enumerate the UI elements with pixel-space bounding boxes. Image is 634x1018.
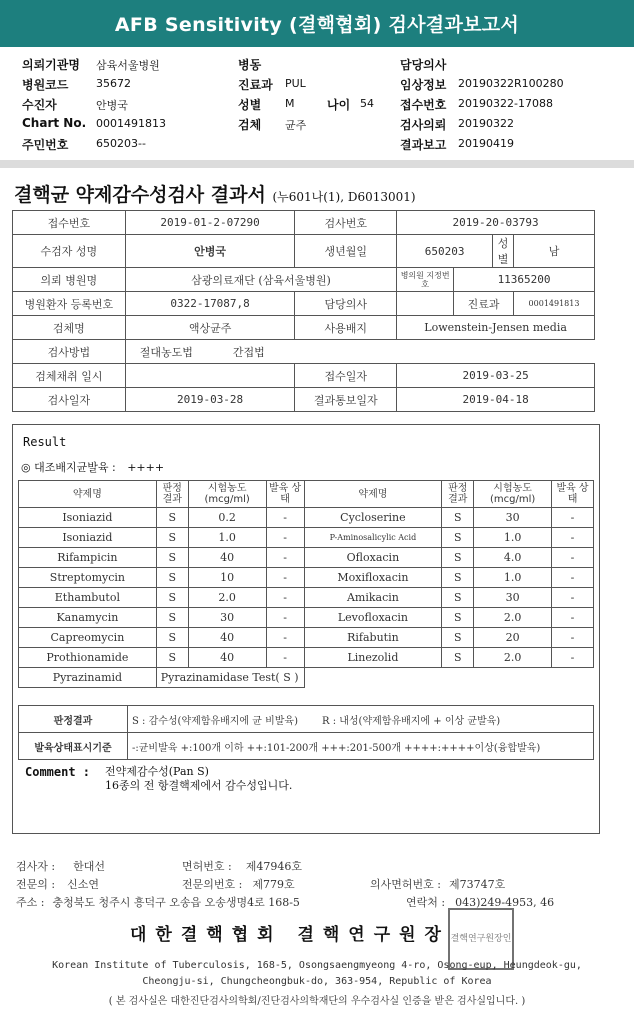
drug-growth: - (552, 528, 594, 548)
drug-concentration: 40 (188, 628, 266, 648)
drug-growth: - (266, 568, 304, 588)
collect-value (125, 364, 295, 388)
drug-growth: - (552, 628, 594, 648)
name-value: 안병국 (125, 235, 295, 268)
drug-result: S (442, 568, 474, 588)
drug-result: S (156, 628, 188, 648)
result-title: Result (23, 435, 67, 449)
notified-label: 결과통보일자 (295, 388, 397, 412)
drug-name: Rifabutin (304, 628, 442, 648)
drug-growth: - (266, 528, 304, 548)
method-indirect: 간접법 (232, 345, 265, 359)
dept-doc-label: 진료과 (454, 292, 514, 316)
drug-name: Isoniazid (19, 508, 157, 528)
doctor-label: 담당의사 (400, 58, 447, 72)
license3-row (370, 876, 505, 892)
drug-concentration: 4.0 (474, 548, 552, 568)
attending-label: 담당의사 (295, 292, 397, 316)
dept-doc-value: 0001491813 (514, 292, 595, 316)
drug-result: S (442, 588, 474, 608)
judge-legend-r: R : 내성(약제함유배지에 + 이상 균발육) (321, 715, 501, 727)
drug-name: Capreomycin (19, 628, 157, 648)
ward-label: 병동 (238, 58, 262, 72)
report-header (0, 52, 634, 152)
accession-label: 접수번호 (400, 98, 447, 112)
institute-name: 대한결핵협회 결핵연구원장 (130, 925, 450, 945)
license3-value: 제73747호 (448, 878, 506, 891)
institution-value: 삼육서울병원 (96, 59, 160, 72)
drug-concentration: 30 (474, 588, 552, 608)
drug-result: S (156, 568, 188, 588)
sex-value: M (285, 97, 295, 110)
collect-label: 검체채취 일시 (13, 364, 126, 388)
drug-concentration: 2.0 (188, 588, 266, 608)
pza-test-value: Pyrazinamidase Test( S ) (156, 668, 304, 688)
drug-growth: - (266, 548, 304, 568)
drug-result: S (442, 648, 474, 668)
accession-value: 20190322-17088 (458, 97, 553, 110)
control-value: ++++ (127, 461, 165, 474)
drug-name: P-Aminosalicylic Acid (304, 528, 442, 548)
sex-label: 성별 (238, 98, 262, 112)
document-title-code: (누601나(1), D6013001) (272, 190, 416, 204)
drug-concentration: 40 (188, 648, 266, 668)
received-label: 접수일자 (295, 364, 397, 388)
drug-name: Streptomycin (19, 568, 157, 588)
col-drug: 약제명 (19, 481, 157, 508)
drug-concentration: 10 (188, 568, 266, 588)
table-row (19, 508, 594, 528)
drug-result: S (442, 528, 474, 548)
drug-result: S (156, 588, 188, 608)
designated-value: 11365200 (454, 268, 595, 292)
section-divider (0, 160, 634, 168)
drug-name: Linezolid (304, 648, 442, 668)
hospital-code-value: 35672 (96, 77, 131, 90)
drug-name: Kanamycin (19, 608, 157, 628)
received-value: 2019-03-25 (397, 364, 595, 388)
hospital-label: 의뢰 병원명 (13, 268, 126, 292)
patient-info-table (12, 210, 595, 412)
chart-value: 0001491813 (96, 117, 166, 130)
drug-name: Rifampicin (19, 548, 157, 568)
table-row (19, 528, 594, 548)
drug-concentration: 40 (188, 548, 266, 568)
drug-concentration: 1.0 (474, 528, 552, 548)
drug-result: S (156, 528, 188, 548)
license1-label: 면허번호 : (182, 860, 232, 873)
col-drug: 약제명 (304, 481, 442, 508)
document-title (14, 180, 416, 207)
contact-label: 연락처 : (406, 896, 446, 909)
drug-result: S (156, 648, 188, 668)
resident-value: 650203-- (96, 137, 146, 150)
specimen-doc-label: 검체명 (13, 316, 126, 340)
drug-concentration: 1.0 (188, 528, 266, 548)
dept-label: 진료과 (238, 78, 273, 92)
receipt-no-value: 2019-01-2-07290 (125, 211, 295, 235)
table-row (19, 648, 594, 668)
patient-label: 수진자 (22, 98, 57, 112)
test-no-value: 2019-20-03793 (397, 211, 595, 235)
growth-legend-label: 발육상태표시기준 (19, 733, 128, 760)
receipt-no-label: 접수번호 (13, 211, 126, 235)
drug-concentration: 30 (474, 508, 552, 528)
drug-growth: - (552, 508, 594, 528)
drug-result: S (442, 508, 474, 528)
address-value: 충청북도 청주시 흥덕구 오송읍 오송생명4로 168-5 (52, 896, 300, 909)
license2-row (182, 876, 295, 892)
sex-doc-label: 성별 (493, 235, 514, 268)
table-row (19, 628, 594, 648)
birth-label: 생년월일 (295, 235, 397, 268)
english-address-1: Korean Institute of Tuberculosis, 168-5, Osongsaengmyeong 4-ro, Osong-eup, Heungdeok-gu, (52, 960, 582, 971)
name-label: 수검자 성명 (13, 235, 126, 268)
license3-label: 의사면허번호 : (370, 878, 441, 891)
drug-growth: - (266, 628, 304, 648)
drug-concentration: 20 (474, 628, 552, 648)
tester-value: 한대선 (73, 860, 105, 873)
specimen-label: 검체 (238, 118, 262, 132)
report-date-value: 20190419 (458, 137, 514, 150)
control-label: ◎ 대조배지균발육 : (21, 461, 116, 474)
official-seal: 결핵연구원장인 (448, 908, 514, 970)
drug-concentration: 0.2 (188, 508, 266, 528)
drug-name: Isoniazid (19, 528, 157, 548)
license1-row (182, 858, 302, 874)
col-growth: 발육 상태 (266, 481, 304, 508)
drug-result: S (156, 608, 188, 628)
table-row (19, 588, 594, 608)
medium-label: 사용배지 (295, 316, 397, 340)
specialist-label: 전문의 : (16, 878, 56, 891)
table-row (19, 568, 594, 588)
drug-name: Levofloxacin (304, 608, 442, 628)
patient-value: 안병국 (96, 99, 128, 112)
license2-value: 제779호 (252, 878, 295, 891)
age-value: 54 (360, 97, 374, 110)
birth-value: 650203 (397, 235, 493, 268)
drug-growth: - (552, 588, 594, 608)
drug-table-body (19, 508, 594, 688)
col-conc: 시험농도 (mcg/ml) (188, 481, 266, 508)
resident-label: 주민번호 (22, 138, 69, 152)
drug-concentration: 2.0 (474, 648, 552, 668)
clinical-info-label: 임상정보 (400, 78, 447, 92)
specimen-value: 균주 (285, 119, 307, 132)
drug-growth: - (266, 588, 304, 608)
control-growth (21, 459, 164, 475)
hospital-code-label: 병원코드 (22, 78, 69, 92)
growth-legend-values: -:균비발육 +:100개 이하 ++:101-200개 +++:201-500개 ++++:++++이상(융합발육) (128, 733, 594, 760)
address-row (16, 894, 300, 910)
report-title: AFB Sensitivity (결핵협회) 검사결과보고서 (114, 14, 520, 36)
drug-result: S (442, 628, 474, 648)
drug-result: S (442, 548, 474, 568)
designated-label: 병의원 지정번호 (397, 268, 454, 292)
report-date-label: 결과보고 (400, 138, 447, 152)
judge-legend-s: S : 감수성(약제함유배지에 균 비발육) (132, 715, 298, 727)
attending-value (397, 292, 454, 316)
method-value (125, 340, 295, 364)
table-row (19, 668, 594, 688)
comment-line-1: 전약제감수성(Pan S) (105, 765, 209, 778)
drug-growth: - (552, 648, 594, 668)
drug-growth: - (266, 648, 304, 668)
drug-growth: - (266, 508, 304, 528)
address-label: 주소 : (16, 896, 45, 909)
drug-name: Pyrazinamid (19, 668, 157, 688)
reg-label: 병원환자 등록번호 (13, 292, 126, 316)
specimen-doc-value: 액상균주 (125, 316, 295, 340)
contact-value: 043)249-4953, 46 (455, 896, 555, 909)
drug-name: Ofloxacin (304, 548, 442, 568)
reg-value: 0322-17087,8 (125, 292, 295, 316)
drug-result: S (156, 548, 188, 568)
specialist-value: 신소연 (67, 878, 99, 891)
judge-legend-values (128, 706, 594, 733)
drug-name: Amikacin (304, 588, 442, 608)
drug-result: S (156, 508, 188, 528)
comment-label: Comment : (25, 765, 91, 779)
judge-legend-label: 판정결과 (19, 706, 128, 733)
request-value: 20190322 (458, 117, 514, 130)
comment-line-2: 16종의 전 항결핵제에서 감수성입니다. (105, 779, 293, 792)
institution-label: 의뢰기관명 (22, 58, 80, 72)
col-growth: 발육 상태 (552, 481, 594, 508)
drug-table (18, 480, 594, 688)
dept-value: PUL (285, 77, 306, 90)
request-label: 검사의뢰 (400, 118, 447, 132)
method-label: 검사방법 (13, 340, 126, 364)
test-no-label: 검사번호 (295, 211, 397, 235)
clinical-info-value: 20190322R100280 (458, 77, 564, 90)
col-conc: 시험농도 (mcg/ml) (474, 481, 552, 508)
sex-doc-value: 남 (514, 235, 595, 268)
drug-name: Cycloserine (304, 508, 442, 528)
drug-name: Prothionamide (19, 648, 157, 668)
table-row (19, 608, 594, 628)
drug-concentration: 2.0 (474, 608, 552, 628)
medium-value: Lowenstein-Jensen media (397, 316, 595, 340)
certification-note: ( 본 검사실은 대한진단검사의학회/진단검사의학재단의 우수검사실 인증을 받은 검사실입니다. ) (108, 996, 526, 1007)
drug-result: S (442, 608, 474, 628)
drug-name: Moxifloxacin (304, 568, 442, 588)
method-absolute: 절대농도법 (139, 345, 193, 359)
drug-name: Ethambutol (19, 588, 157, 608)
drug-concentration: 1.0 (474, 568, 552, 588)
chart-label: Chart No. (22, 116, 87, 130)
result-section (12, 424, 600, 834)
legend-table (18, 705, 594, 760)
age-label: 나이 (327, 98, 351, 112)
scanned-document (0, 168, 634, 1018)
drug-concentration: 30 (188, 608, 266, 628)
hospital-value: 삼광의료재단 (삼육서울병원) (125, 268, 396, 292)
col-judge: 판정 결과 (156, 481, 188, 508)
document-title-main: 결핵균 약제감수성검사 결과서 (14, 184, 266, 206)
license2-label: 전문의번호 : (182, 878, 243, 891)
table-row (19, 548, 594, 568)
tester-row (16, 858, 105, 874)
report-banner (0, 0, 634, 47)
specialist-row (16, 876, 99, 892)
tester-label: 검사자 : (16, 860, 56, 873)
english-address-2: Cheongju-si, Chungcheongbuk-do, 363-954, Republic of Korea (142, 976, 492, 987)
license1-value: 제47946호 (245, 860, 302, 873)
drug-growth: - (552, 608, 594, 628)
tested-label: 검사일자 (13, 388, 126, 412)
drug-growth: - (266, 608, 304, 628)
drug-growth: - (552, 548, 594, 568)
drug-growth: - (552, 568, 594, 588)
notified-value: 2019-04-18 (397, 388, 595, 412)
col-judge: 판정 결과 (442, 481, 474, 508)
tested-value: 2019-03-28 (125, 388, 295, 412)
